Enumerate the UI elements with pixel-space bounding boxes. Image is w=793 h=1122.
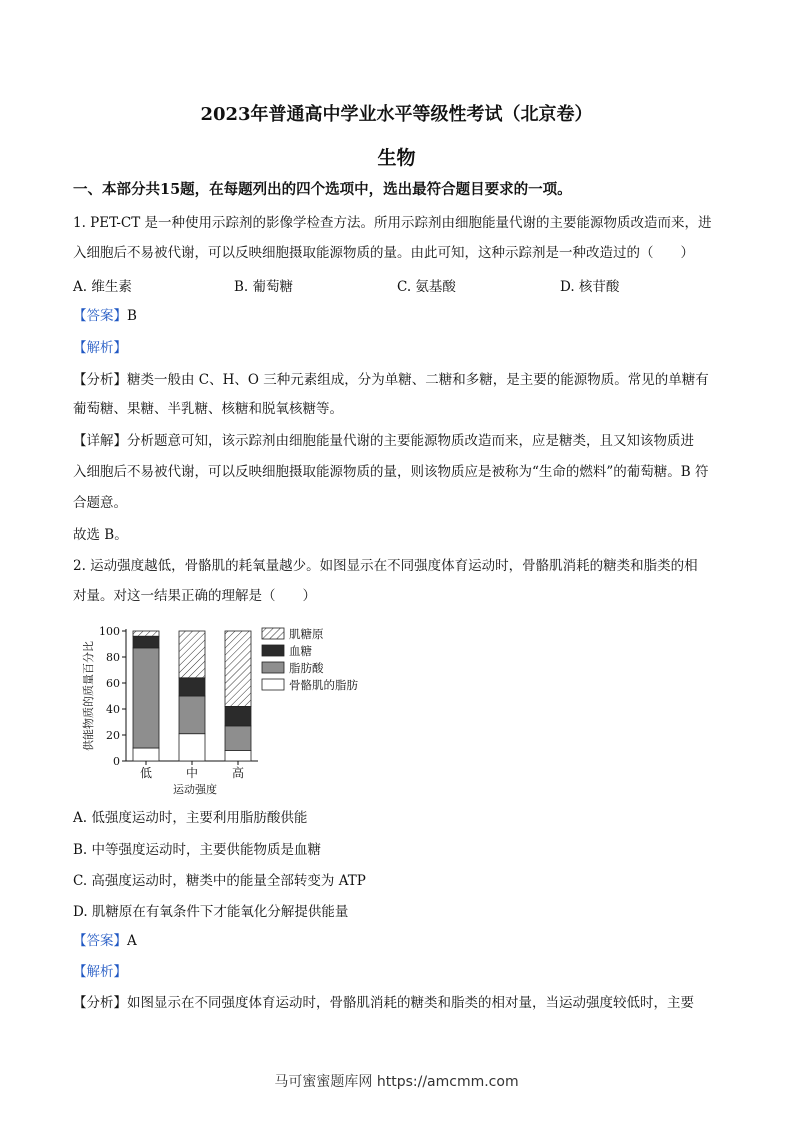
- bar-segment-肌糖原: [133, 631, 159, 636]
- bar-segment-骨骼肌的脂肪: [133, 748, 159, 761]
- x-tick-label: 高: [231, 766, 245, 780]
- answer-value: A: [127, 933, 137, 949]
- exam-title: 2023年普通高中学业水平等级性考试（北京卷）: [200, 104, 593, 125]
- y-tick-label: 20: [106, 729, 120, 742]
- legend-label: 肌糖原: [289, 627, 324, 641]
- fenxi-tag: 【分析】: [73, 995, 127, 1011]
- x-tick-label: 低: [139, 766, 153, 780]
- q2-option-d: D. 肌糖原在有氧条件下才能氧化分解提供能量: [73, 904, 349, 920]
- stacked-bar-chart: [78, 618, 378, 803]
- bar-segment-骨骼肌的脂肪: [179, 734, 205, 761]
- x-axis-label: 运动强度: [173, 783, 217, 796]
- q1-fenxi-line-2: 葡萄糖、果糖、半乳糖、核糖和脱氧核糖等。: [73, 401, 343, 417]
- q1-fenxi-line-1: [73, 370, 723, 390]
- y-tick-label: 0: [113, 755, 120, 768]
- legend-swatch: [262, 628, 284, 639]
- q1-option-c: C. 氨基酸: [397, 279, 456, 295]
- y-tick-label: 100: [99, 625, 120, 638]
- bar-segment-脂肪酸: [133, 648, 159, 748]
- q1-conclusion: 故选 B。: [73, 527, 128, 543]
- bar-segment-血糖: [179, 678, 205, 696]
- bar-segment-肌糖原: [179, 631, 205, 678]
- answer-tag: 【答案】: [73, 308, 127, 324]
- xiangjie-text: 分析题意可知，该示踪剂由细胞能量代谢的主要能源物质改造而来，应是糖类，且又知该物质进: [127, 433, 694, 449]
- q2-answer: [73, 931, 723, 951]
- fenxi-text: 如图显示在不同强度体育运动时，骨骼肌消耗的糖类和脂类的相对量，当运动强度较低时，主要: [127, 995, 694, 1011]
- q2-option-a: A. 低强度运动时，主要利用脂肪酸供能: [73, 810, 308, 826]
- bar-segment-骨骼肌的脂肪: [225, 751, 251, 761]
- legend-swatch: [262, 645, 284, 656]
- q1-analysis-tag: [73, 338, 723, 358]
- q1-option-b: B. 葡萄糖: [234, 279, 294, 295]
- analysis-tag: 【解析】: [73, 340, 127, 356]
- y-tick-label: 80: [106, 651, 120, 664]
- y-axis-label: 供能物质的质量百分比: [82, 641, 95, 751]
- bar-segment-血糖: [133, 636, 159, 648]
- xiangjie-tag: 【详解】: [73, 433, 127, 449]
- x-tick-label: 中: [185, 766, 199, 780]
- legend-swatch: [262, 679, 284, 690]
- q1-xiangjie-line-3: 合题意。: [73, 495, 127, 511]
- q1-xiangjie-line-1: [73, 431, 723, 451]
- q1-stem-line-2: 入细胞后不易被代谢，可以反映细胞摄取能源物质的量。由此可知，这种示踪剂是一种改造过的（ ）: [73, 245, 694, 261]
- legend-label: 脂肪酸: [289, 661, 324, 675]
- bar-segment-脂肪酸: [179, 696, 205, 734]
- fenxi-tag: 【分析】: [73, 372, 127, 388]
- q1-option-d: D. 核苷酸: [560, 279, 620, 295]
- q2-fenxi-line: [73, 993, 723, 1013]
- legend-swatch: [262, 662, 284, 673]
- q2-analysis-tag: [73, 962, 723, 982]
- q2-option-b: B. 中等强度运动时，主要供能物质是血糖: [73, 842, 322, 858]
- bar-segment-肌糖原: [225, 631, 251, 706]
- q2-option-c: C. 高强度运动时，糖类中的能量全部转变为 ATP: [73, 873, 366, 889]
- answer-value: B: [127, 308, 137, 324]
- section-heading: 一、本部分共15题，在每题列出的四个选项中，选出最符合题目要求的一项。: [73, 181, 572, 198]
- bar-segment-脂肪酸: [225, 726, 251, 751]
- footer-watermark: 马可蜜蜜题库网 https://amcmm.com: [274, 1074, 519, 1090]
- q1-option-a: A. 维生素: [73, 279, 132, 295]
- q1-xiangjie-line-2: 入细胞后不易被代谢，可以反映细胞摄取能源物质的量，则该物质应是被称为“生命的燃料”的葡萄糖。B 符: [73, 464, 709, 480]
- y-tick-label: 40: [106, 703, 120, 716]
- answer-tag: 【答案】: [73, 933, 127, 949]
- q2-stem-line-1: 2. 运动强度越低，骨骼肌的耗氧量越少。如图显示在不同强度体育运动时，骨骼肌消耗的糖类和脂类的相: [73, 558, 698, 574]
- q2-stem-line-2: 对量。对这一结果正确的理解是（ ）: [73, 588, 316, 604]
- bar-segment-血糖: [225, 706, 251, 726]
- legend-label: 血糖: [289, 644, 312, 658]
- q1-answer: [73, 306, 723, 326]
- legend-label: 骨骼肌的脂肪: [289, 678, 358, 692]
- analysis-tag: 【解析】: [73, 964, 127, 980]
- fenxi-text: 糖类一般由 C、H、O 三种元素组成，分为单糖、二糖和多糖，是主要的能源物质。常见的单糖有: [127, 372, 709, 388]
- y-tick-label: 60: [106, 677, 120, 690]
- subject-title: 生物: [377, 147, 416, 169]
- q1-stem-line-1: 1. PET-CT 是一种使用示踪剂的影像学检查方法。所用示踪剂由细胞能量代谢的主要能源物质改造而来，进: [73, 215, 712, 231]
